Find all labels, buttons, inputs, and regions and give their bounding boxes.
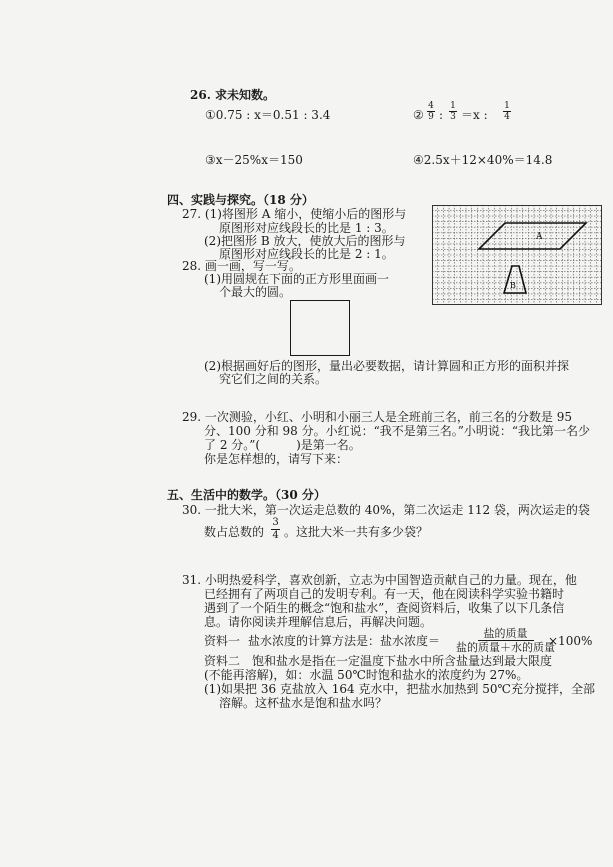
shape-a-label: A bbox=[536, 232, 543, 242]
q31-line-2: 已经拥有了两项自己的发明专利。有一天，他在阅读科学实验书籍时 bbox=[204, 587, 565, 601]
shape-b-label: B bbox=[510, 281, 516, 290]
q26-p2-frac1-den: 9 bbox=[428, 112, 434, 122]
q29-line-2: 分、100 分和 98 分。小红说：“我不是第三名。”小明说：“我比第一名少 bbox=[204, 424, 591, 438]
material-1-text: 盐水浓度的计算方法是：盐水浓度＝ bbox=[248, 634, 441, 648]
q27-line-2: 原图形对应线段长的比是 1 : 3。 bbox=[219, 221, 394, 235]
q26-p2-mid: ＝x : bbox=[461, 108, 488, 122]
q26-p2-frac3-num: 1 bbox=[504, 101, 510, 111]
material-2-line-1: 资料二 饱和盐水是指在一定温度下盐水中所含盐量达到最大限度 bbox=[204, 654, 553, 668]
q26-p2-prefix: ② bbox=[413, 108, 424, 122]
material-1-label: 资料一 bbox=[204, 634, 241, 648]
draw-square bbox=[290, 300, 350, 356]
q26-p2-frac3-den: 4 bbox=[504, 112, 510, 122]
q31-sub-2: 溶解。这杯盐水是饱和盐水吗？ bbox=[219, 696, 388, 710]
shape-a-parallelogram bbox=[479, 223, 586, 249]
q30-fraction-num: 3 bbox=[272, 517, 279, 528]
material-1 bbox=[204, 627, 594, 655]
q31-line-4: 息。请你阅读并理解信息后，再解决问题。 bbox=[204, 615, 433, 629]
material-1-tail: ×100% bbox=[548, 634, 593, 648]
q28-line-4: (2)根据画好后的图形，量出必要数据，请计算圆和正方形的面积并探 bbox=[204, 359, 570, 373]
q26-p2-frac1 bbox=[427, 101, 435, 122]
material-1-fraction bbox=[456, 627, 555, 654]
q29-line-3: 了 2 分。”( )是第一名。 bbox=[204, 438, 361, 452]
q30-fraction bbox=[271, 517, 280, 542]
section4-title: 四、实践与探究。（18 分） bbox=[167, 193, 314, 207]
q30-line-1: 30. 一批大米，第一次运走总数的 40%，第二次运走 112 袋，两次运走的袋 bbox=[182, 503, 590, 517]
q30-line-2a: 数占总数的 bbox=[204, 525, 265, 539]
q26-p2-frac2-den: 3 bbox=[450, 112, 456, 122]
q27-line-3: (2)把图形 B 放大，使放大后的图形与 bbox=[204, 234, 406, 248]
q29-line-1: 29. 一次测验，小红、小明和小丽三人是全班前三名，前三名的分数是 95 bbox=[182, 410, 572, 424]
grid-lines bbox=[432, 205, 602, 305]
q26-p2-frac1-num: 4 bbox=[428, 101, 434, 111]
q31-line-3: 遇到了一个陌生的概念“饱和盐水”，查阅资料后，收集了以下几条信 bbox=[204, 601, 565, 615]
q26-p2-colon: : bbox=[439, 108, 444, 122]
q26-title: 26. 求未知数。 bbox=[190, 88, 276, 102]
q28-line-1: 28. 画一画，写一写。 bbox=[182, 259, 301, 273]
q30-fraction-den: 4 bbox=[272, 530, 279, 541]
q26-p2-frac3 bbox=[503, 101, 511, 122]
q26-problem-3: ③x－25%x＝150 bbox=[205, 153, 303, 167]
q28-line-3: 个最大的圆。 bbox=[219, 285, 292, 299]
q30-line-2b: 。这批大米一共有多少袋？ bbox=[284, 525, 429, 539]
q26-p2-frac2-num: 1 bbox=[450, 101, 456, 111]
q26-p2-frac2 bbox=[449, 101, 457, 122]
material-1-denominator: 盐的质量＋水的质量 bbox=[456, 641, 555, 654]
q28-line-5: 究它们之间的关系。 bbox=[219, 372, 328, 386]
q29-line-4: 你是怎样想的，请写下来： bbox=[204, 452, 349, 466]
graph-grid bbox=[432, 205, 602, 305]
material-1-numerator: 盐的质量 bbox=[478, 627, 534, 641]
q31-sub-1: (1)如果把 36 克盐放入 164 克水中，把盐水加热到 50℃充分搅拌，全部 bbox=[204, 682, 595, 696]
q26-problem-1: ①0.75 : x＝0.51 : 3.4 bbox=[205, 108, 331, 122]
section5-title: 五、生活中的数学。（30 分） bbox=[167, 488, 326, 502]
q26-problem-4: ④2.5x＋12×40%＝14.8 bbox=[413, 153, 553, 167]
q31-line-1: 31. 小明热爱科学，喜欢创新，立志为中国智造贡献自己的力量。现在，他 bbox=[182, 573, 577, 587]
material-2-line-2: (不能再溶解)，如：水温 50℃时饱和盐水的浓度约为 27%。 bbox=[204, 668, 529, 682]
q27-line-4: 原图形对应线段长的比是 2 : 1。 bbox=[219, 247, 394, 261]
q28-line-2: (1)用圆规在下面的正方形里面画一 bbox=[204, 272, 389, 286]
q27-line-1: 27. (1)将图形 A 缩小，使缩小后的图形与 bbox=[182, 207, 407, 221]
